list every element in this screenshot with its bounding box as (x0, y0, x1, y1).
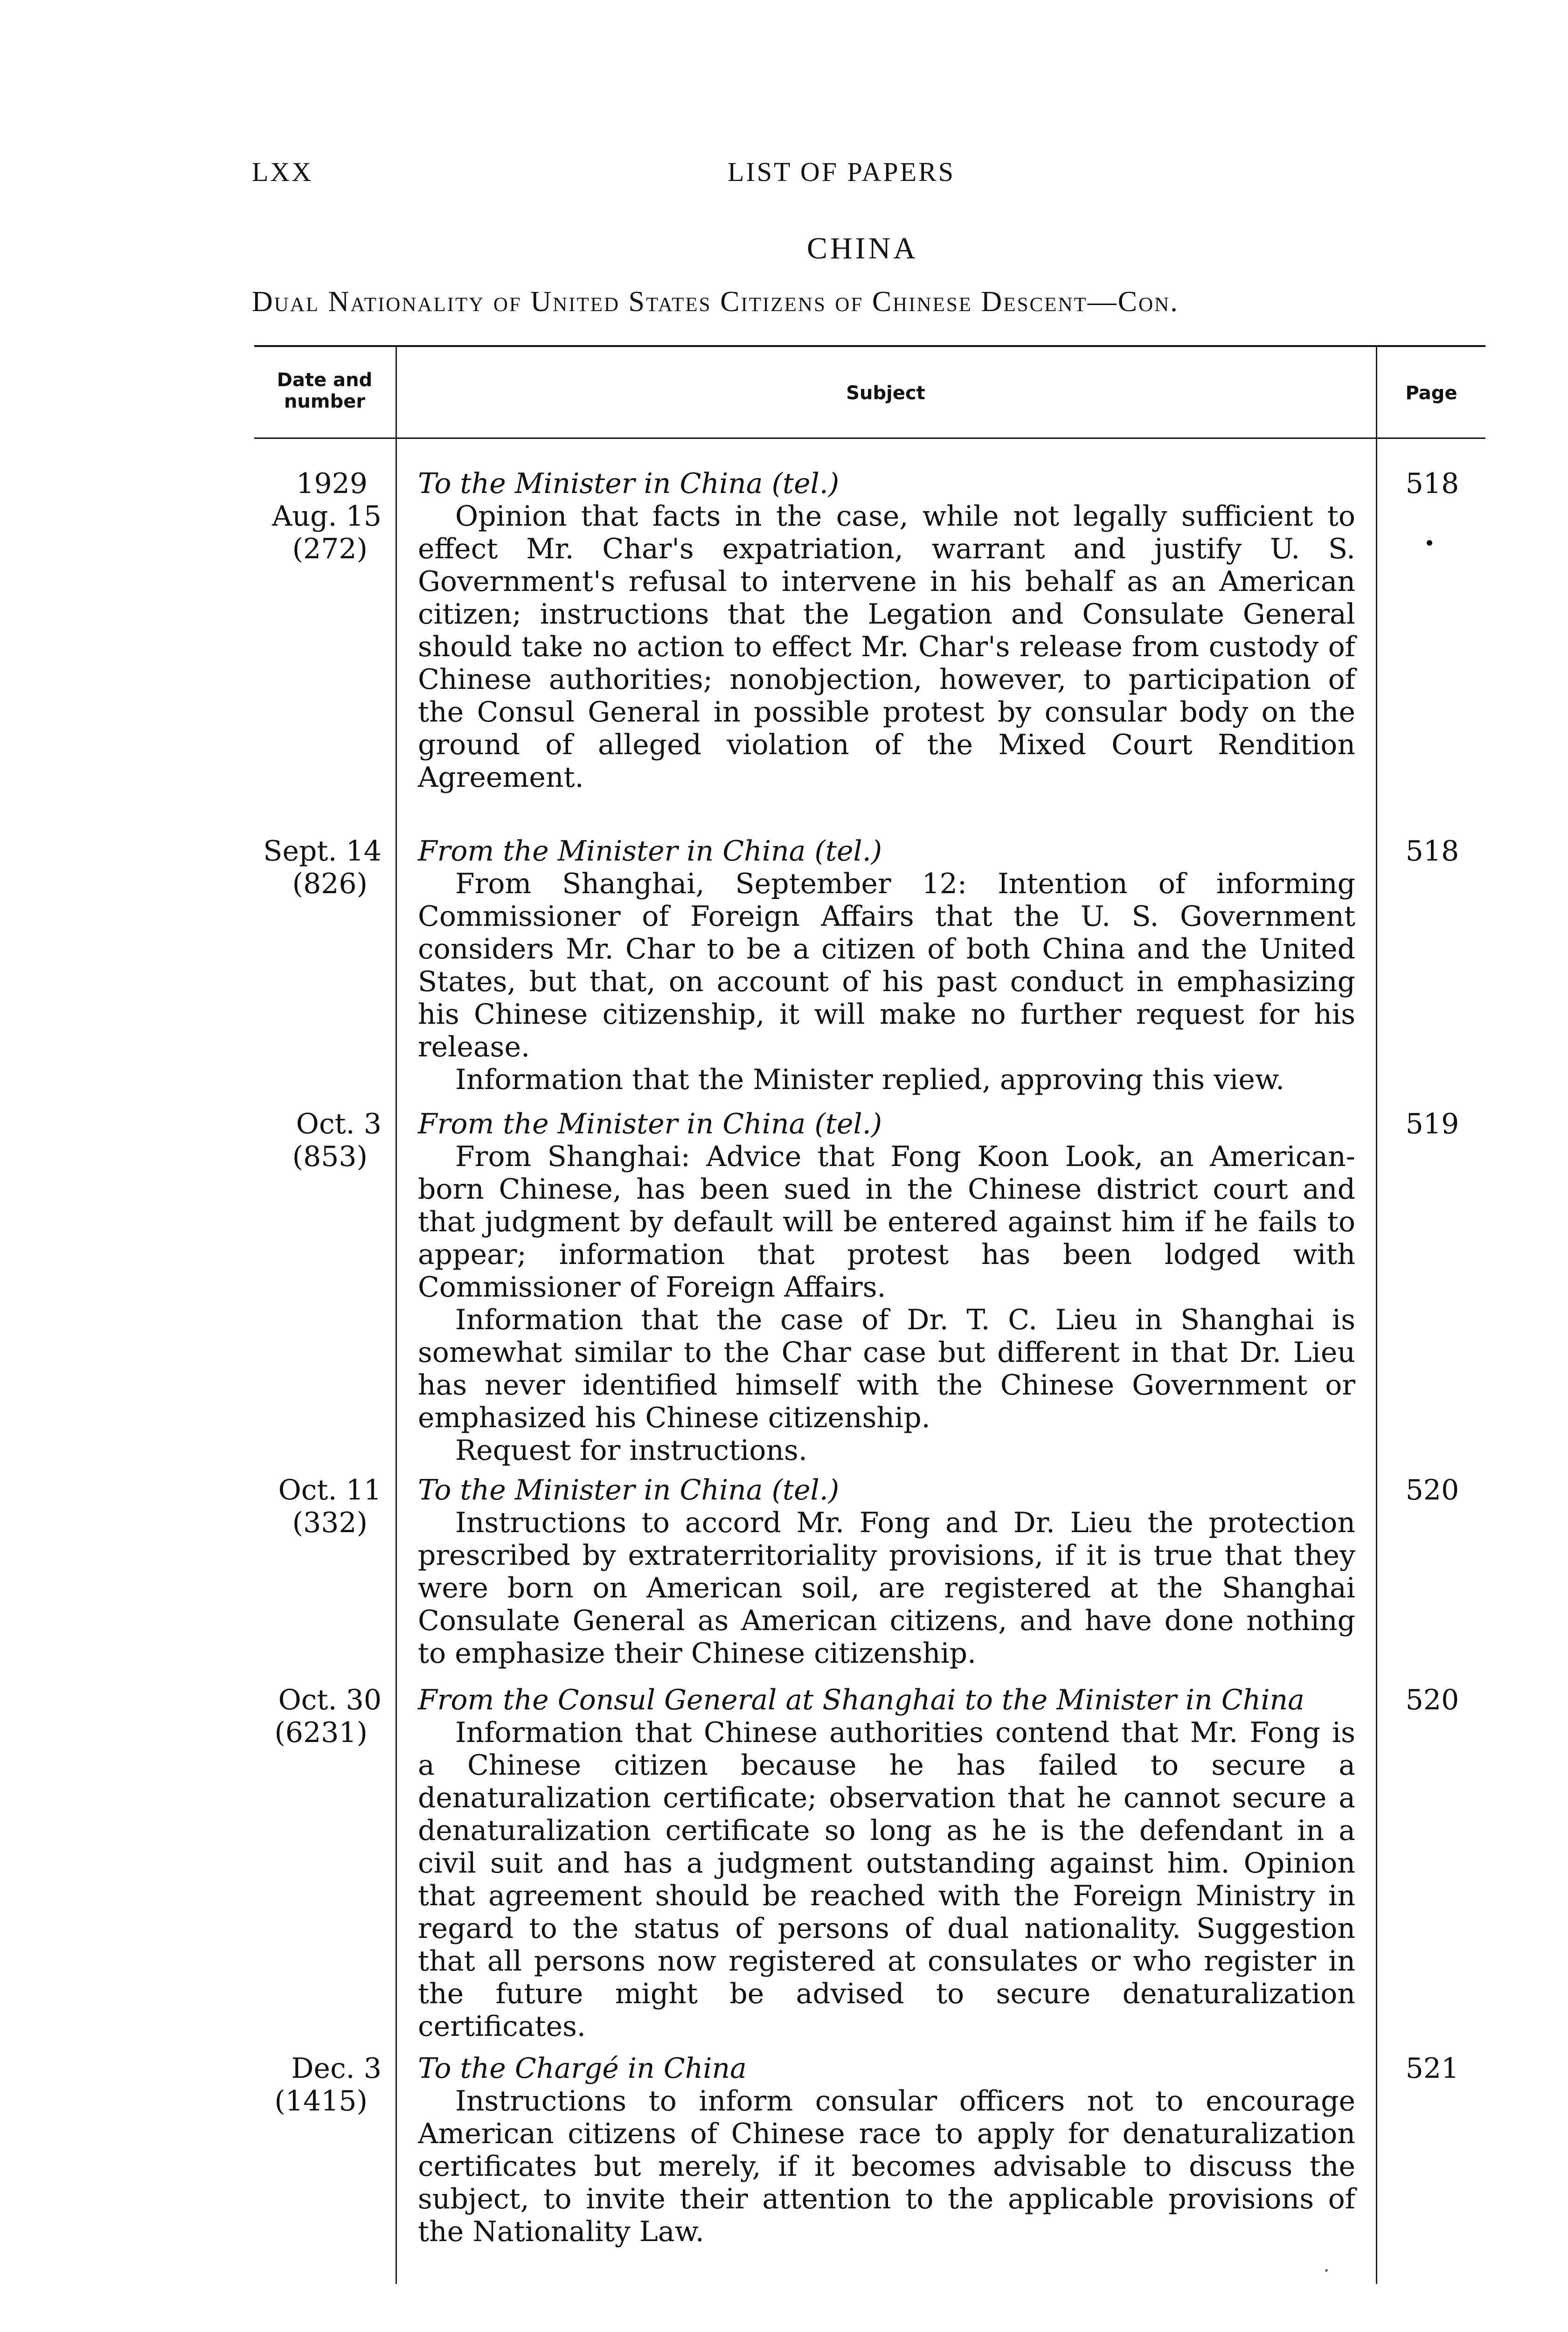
entry-date-cell (256, 1108, 382, 1173)
entry-date: Sept. 14 (263, 835, 382, 868)
entry-page: 520 (1405, 1474, 1459, 1506)
column-header-subject: Subject (846, 382, 925, 404)
entry-paragraph: Information that the Minister replied, approving this view. (455, 1063, 1285, 1096)
entry-number: (332) (292, 1506, 368, 1539)
entry-number: (272) (292, 533, 368, 565)
entry-paragraph: Opinion that facts in the case, while not legally sufficient to effect Mr. Char's expatriation, warrant and justify U. S. Government's refusal to intervene in his behalf as an American citizen; instructions that the Legation and Consulate General should take no action to effect Mr. Char's release from custody of Chinese authorities; nonobjection, however, to participation of the Consul General in possible protest by consular body on the ground of alleged violation of the Mixed Court Rendition Agreement. (418, 500, 1355, 794)
entry-heading: To the Minister in China (tel.) (418, 467, 840, 500)
entry-paragraph: From Shanghai: Advice that Fong Koon Look, an American-born Chinese, has been sued in the Chinese district court and that judgment by default will be entered against him if he fails to appear; information that protest has been lodged with Commissioner of Foreign Affairs. (418, 1140, 1355, 1304)
running-head (252, 156, 1488, 194)
entry-paragraph: Information that Chinese authorities contend that Mr. Fong is a Chinese citizen because he has failed to secure a denaturalization certificate; observation that he cannot secure a denaturalization certificate so long as he is the defendant in a civil suit and has a judgment outstanding against him. Opinion that agreement should be reached with the Foreign Ministry in regard to the status of persons of dual nationality. Suggestion that all persons now registered at consulates or who register in the future might be advised to secure denaturalization certificates. (418, 1716, 1355, 2043)
entry-paragraph: Instructions to accord Mr. Fong and Dr. Lieu the protection prescribed by extraterritoriality provisions, if it is true that they were born on American soil, are registered at the Shanghai Consulate General as American citizens, and have done nothing to emphasize their Chinese citizenship. (418, 1506, 1355, 1670)
column-divider-date (395, 346, 397, 2284)
entry-page: 519 (1405, 1108, 1459, 1140)
entry-date-cell (256, 2052, 382, 2117)
entry-heading: From the Minister in China (tel.) (418, 835, 882, 868)
entry-date: Dec. 3 (291, 2052, 382, 2085)
entry-heading: From the Minister in China (tel.) (418, 1108, 882, 1140)
entry-heading: To the Chargé in China (418, 2052, 747, 2085)
column-divider-page (1376, 346, 1377, 2284)
entry-page: 521 (1405, 2052, 1459, 2085)
entry-subject (418, 1474, 1355, 1670)
table-top-rule (254, 345, 1485, 347)
entry-year: 1929 (296, 467, 368, 500)
entry-date-cell (256, 1474, 382, 1539)
entry-paragraph: Instructions to inform consular officers not to encourage American citizens of Chinese race to apply for denaturalization certificates but merely, if it becomes advisable to discuss the subject, to invite their attention to the applicable provisions of the Nationality Law. (418, 2085, 1355, 2248)
column-header-date: Date and number (277, 369, 373, 412)
entry-date: Oct. 30 (278, 1684, 382, 1716)
entry-date: Oct. 3 (296, 1108, 382, 1140)
column-header-page: Page (1405, 382, 1457, 404)
entry-date-cell (256, 835, 382, 900)
entry-date: Aug. 15 (272, 500, 382, 533)
entry-subject (418, 467, 1355, 794)
entry-page: 518 (1405, 467, 1459, 500)
entry-number: (1415) (274, 2085, 368, 2117)
table-header-rule (254, 437, 1485, 439)
running-title: LIST OF PAPERS (728, 157, 955, 187)
entry-paragraph: Request for instructions. (455, 1434, 807, 1467)
print-speck (1325, 2269, 1328, 2272)
entry-subject (418, 2052, 1355, 2248)
entry-number: (853) (292, 1140, 368, 1173)
entry-date: Oct. 11 (278, 1474, 382, 1506)
entry-date-cell (256, 1684, 382, 1749)
entry-page: 520 (1405, 1684, 1459, 1716)
entry-number: (826) (292, 868, 368, 900)
print-speck (1427, 540, 1432, 546)
entry-subject (418, 1108, 1355, 1467)
entry-heading: To the Minister in China (tel.) (418, 1474, 840, 1506)
country-heading: CHINA (807, 231, 918, 265)
entry-subject (418, 1684, 1355, 2043)
entry-subject (418, 835, 1355, 1096)
page-number: LXX (252, 157, 313, 187)
entry-paragraph: Information that the case of Dr. T. C. Lieu in Shanghai is somewhat similar to the Char case but different in that Dr. Lieu has never identified himself with the Chinese Government or emphasized his Chinese citizenship. (418, 1304, 1355, 1434)
subject-title: Dual Nationality of United States Citizens of Chinese Descent—Con. (252, 286, 1179, 318)
entry-page: 518 (1405, 835, 1459, 868)
entry-number: (6231) (274, 1716, 368, 1749)
entry-paragraph: From Shanghai, September 12: Intention of informing Commissioner of Foreign Affairs that the U. S. Government considers Mr. Char to be a citizen of both China and the United States, but that, on account of his past conduct in emphasizing his Chinese citizenship, it will make no further request for his release. (418, 868, 1355, 1063)
entry-date-cell (256, 467, 382, 565)
entry-heading: From the Consul General at Shanghai to the Minister in China (418, 1684, 1304, 1716)
